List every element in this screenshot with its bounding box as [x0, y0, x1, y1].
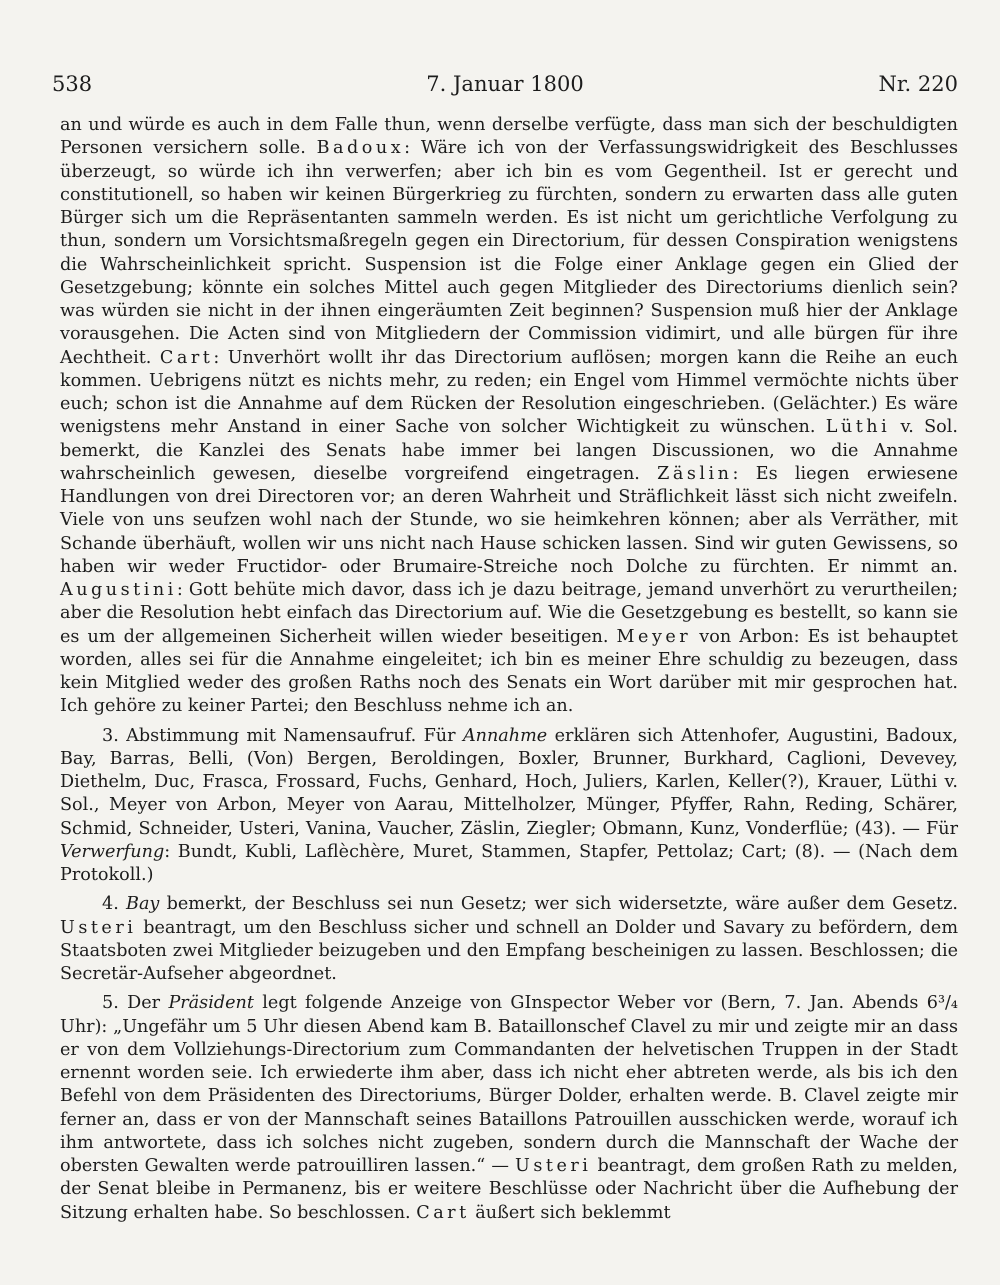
body-text	[60, 114, 958, 1225]
speaker-name: Usteri	[515, 1156, 592, 1176]
text-run: : Wäre ich von der Verfassungswidrigkeit des Beschlusses überzeugt, so würde ich ihn verwerfen; aber ich bin es vom Gegentheil. Ist er gerecht und constitutionell, so haben wir keinen Bürgerkrieg zu fürchten, sondern zu erwarten dass alle guten Bürger sich um die Repräsentanten sammeln werden. Es ist nicht um gerichtliche Verfolgung zu thun, sondern um Vorsichtsmaßregeln gegen ein Directorium, für dessen Conspiration wenigstens die Wahrscheinlichkeit spricht. Suspension ist die Folge einer Anklage gegen ein Glied der Gesetzgebung; könnte ein solches Mittel auch gegen Mitglieder des Directoriums dienlich sein? was würden sie nicht in der ihnen eingeräumten Zeit beginnen? Suspension muß hier der Anklage vorausgehen. Die Acten sind von Mitgliedern der Commission vidimirt, und alle bürgen für ihre Aechtheit.	[60, 138, 959, 368]
speaker-name: Zäslin	[657, 463, 733, 484]
text-run: 5. Der	[102, 993, 169, 1014]
text-run: 4.	[102, 894, 127, 915]
text-run: äußert sich beklemmt	[469, 1202, 671, 1223]
emphasis-text: Annahme	[462, 725, 548, 746]
text-run: 3. Abstimmung mit Namensaufruf. Für	[102, 725, 463, 746]
header-date: 7. Januar 1800	[426, 72, 584, 96]
text-run: von Arbon: Es ist behauptet worden, alles sei für die Annahme eingeleitet; ich bin es meiner Ehre schuldig zu bezeugen, dass kein Mitglied weder des großen Raths noch des Senats ein Wort darüber mit mir gesprochen hat. Ich gehöre zu keiner Partei; den Beschluss nehme ich an.	[60, 626, 959, 717]
speaker-name: Lüthi	[825, 417, 891, 438]
speaker-name: Usteri	[60, 917, 137, 938]
text-run: legt folgende Anzeige von GInspector Weber vor (Bern, 7. Jan. Abends 6³/₄ Uhr): „Ungefähr um 5 Uhr diesen Abend kam B. Bataillonschef Clavel zu mir und zeigte mir an dass er von dem Vollziehungs-Directorium zum Commandanten der helvetischen Truppen in der Stadt ernennt worden seie. Ich erwiederte ihm aber, dass ich nicht eher abtreten werde, als bis ich den Befehl von dem Präsidenten des Directoriums, Bürger Dolder, erhalten werde. B. Clavel zeigte mir ferner an, dass er von der Mannschaft seines Bataillons Patrouillen ausschicken werde, worauf ich ihm antwortete, dass ich solches nicht zugeben, sondern durch die Mannschaft der Wache der obersten Gewalten werde patrouilliren lassen.“ —	[60, 993, 958, 1176]
paragraph	[60, 893, 958, 986]
paragraph	[60, 114, 958, 719]
running-header	[52, 72, 958, 102]
paragraph	[60, 725, 958, 888]
paragraph	[60, 992, 958, 1225]
text-run: beantragt, dem großen Rath zu melden, der Senat bleibe in Permanenz, bis er weitere Beschlüsse oder Nachricht über die Aufhebung der Sitzung erhalten habe. So beschlossen.	[60, 1156, 959, 1223]
emphasis-text: Präsident	[168, 993, 254, 1014]
speaker-name: Badoux	[316, 138, 405, 159]
text-run: : Bundt, Kubli, Laflèchère, Muret, Stammen, Stapfer, Pettolaz; Cart; (8). — (Nach dem Protokoll.)	[60, 841, 958, 885]
text-run: : Es liegen erwiesene Handlungen von drei Directoren vor; an deren Wahrheit und Sträflichkeit lässt sich nicht zweifeln. Viele von uns seufzen wohl nach der Stunde, wo sie heimkehren können; aber als Verräther, mit Schande überhäuft, wollen wir uns nicht nach Hause schicken lassen. Sind wir guten Gewissens, so haben wir weder Fructidor- oder Brumaire-Streiche noch Dolche zu fürchten. Er nimmt an.	[60, 463, 958, 577]
text-run: beantragt, um den Beschluss sicher und schnell an Dolder und Savary zu befördern, dem Staatsboten zwei Mitglieder beizugeben und den Empfang bescheinigen zu lassen. Beschlossen; die Secretär-Aufseher abgeordnet.	[60, 917, 958, 984]
speaker-name: Meyer	[616, 626, 692, 647]
text-run: bemerkt, der Beschluss sei nun Gesetz; wer sich widersetzte, wäre außer dem Gesetz.	[159, 894, 958, 915]
speaker-name: Cart	[159, 347, 214, 368]
page-number: 538	[52, 72, 93, 96]
speaker-name: Cart	[416, 1202, 470, 1223]
emphasis-text: Verwerfung	[60, 841, 165, 862]
text-run: : Unverhört wollt ihr das Directorium auflösen; morgen kann die Reihe an euch kommen. Uebrigens nützt es nichts mehr, zu reden; ein Engel vom Himmel vermöchte nichts über euch; schon ist die Annahme auf dem Rücken der Resolution eingeschrieben. (Gelächter.) Es wäre wenigstens mehr Anstand in einer Sache von solcher Wichtigkeit zu wünschen.	[60, 347, 958, 438]
text-run: v. Sol. bemerkt, die Kanzlei des Senats habe immer bei langen Discussionen, wo die Annahme wahrscheinlich gewesen, dieselbe vorgreifend eingetragen.	[60, 417, 958, 484]
text-run: : Gott behüte mich davor, dass ich je dazu beitrage, jemand unverhört zu verurtheilen; aber die Resolution hebt einfach das Directorium auf. Wie die Gesetzgebung es bestellt, so kann sie es um der allgemeinen Sicherheit willen wieder beseitigen.	[60, 580, 958, 647]
emphasis-text: Bay	[126, 894, 160, 915]
document-number: Nr. 220	[878, 72, 958, 96]
text-run: an und würde es auch in dem Falle thun, wenn derselbe verfügte, dass man sich der beschuldigten Personen versichern solle.	[60, 115, 958, 159]
speaker-name: Augustini	[60, 580, 177, 600]
text-run: erklären sich Attenhofer, Augustini, Badoux, Bay, Barras, Belli, (Von) Bergen, Beroldingen, Boxler, Brunner, Burkhard, Caglioni, Devevey, Diethelm, Duc, Frasca, Frossard, Fuchs, Genhard, Hoch, Juliers, Karlen, Keller(?), Krauer, Lüthi v. Sol., Meyer von Arbon, Meyer von Aarau, Mittelholzer, Münger, Pfyffer, Rahn, Reding, Schärer, Schmid, Schneider, Usteri, Vanina, Vaucher, Zäslin, Ziegler; Obmann, Kunz, Vonderflüe; (43). — Für	[60, 725, 958, 839]
